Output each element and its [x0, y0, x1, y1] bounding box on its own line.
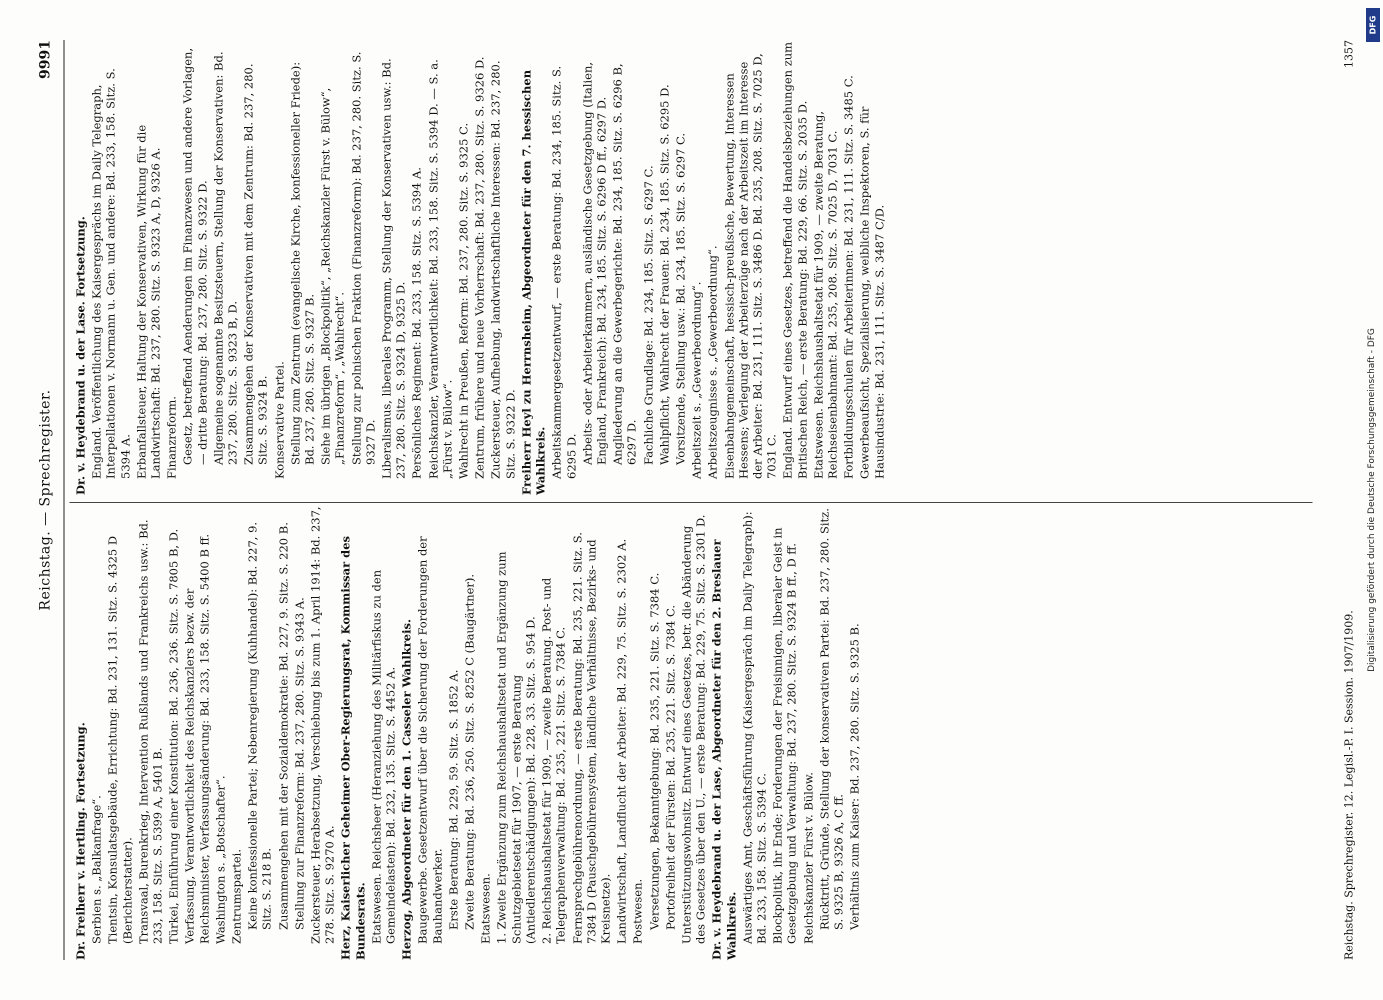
index-entry: Fortbildungsschulen für Arbeiterinnen: Bd. 231, 111. Sitz. S. 3485 C. [841, 75, 856, 479]
index-entry: Landwirtschaft, Landflucht der Arbeiter: Bd. 229, 75. Sitz. S. 2302 A. [614, 538, 629, 944]
index-entry: Dr. v. Heydebrand u. der Lase. Fortsetzung. [73, 216, 88, 495]
index-entry: Freiherr Heyl zu Herrnsheim, Abgeordneter für den 7. hessischen Wahlkreis. [519, 69, 548, 495]
running-title: Reichstag. — Sprechregister. [37, 389, 54, 611]
index-entry: Auswärtiges Amt, Geschäftsführung (Kaisergespräch im Daily Telegraph): Bd. 233, 158. Sitz. S. 5394 C. [740, 511, 769, 944]
index-entry: Liberalismus, liberales Programm, Stellung der Konservativen usw.: Bd. 237, 280. Sitz. S. 9324 D, 9325 D. [379, 58, 408, 479]
index-entry: Reichskanzler Fürst v. Bülow. [801, 772, 816, 944]
index-entry: England. Entwurf eines Gesetzes, betreffend die Handelsbeziehungen zum Britischen Reich, — erste Beratung: Bd. 229, 66. Sitz. S. 2035 D. [780, 41, 810, 479]
index-entry: Fernsprechgebührenordnung, — erste Beratung: Bd. 235, 221. Sitz. S. 7384 D (Pauschgebührensystem, ländliche Verhältnisse, Bezirks- und Kreisnetze). [570, 532, 613, 944]
page-header [38, 40, 60, 960]
index-entry: Postwesen. [630, 878, 645, 944]
index-entry: Portofreiheit der Fürsten: Bd. 235, 221. Sitz. S. 7384 C. [663, 604, 678, 930]
index-entry: Gesetz, betreffend Aenderungen im Finanzwesen und andere Vorlagen, — dritte Beratung: Bd. 237, 280. Sitz. S. 9322 D. [180, 47, 210, 465]
index-entry: Türkei, Einführung einer Konstitution: Bd. 236, 236. Sitz. S. 7805 B, D. [166, 528, 181, 944]
index-entry: Zentrum, frühere und neue Vorherrschaft: Bd. 237, 280. Sitz. S. 9326 D. [472, 56, 487, 479]
index-entry: Versetzungen, Bekanntgebung: Bd. 235, 221. Sitz. S. 7384 C. [647, 572, 662, 930]
index-entry: Siehe im übrigen „Blockpolitik“, „Reichskanzler Fürst v. Bülow“, „Finanzreform“, „Wahlrecht“. [318, 87, 347, 465]
column-divider [70, 502, 1313, 503]
index-entry: Dr. Freiherr v. Hertling. Fortsetzung. [73, 722, 88, 960]
index-entry: Herzog, Abgeordneter für den 1. Casseler Wahlkreis. [399, 619, 414, 960]
left-column [74, 505, 1313, 960]
index-entry: Transvaal, Burenkrieg, Intervention Rußlands und Frankreichs usw.: Bd. 233, 158. Sitz. S. 5399 A, 5401 B. [136, 519, 165, 944]
index-entry: England. Veröffentlichung des Kaisergesprächs im Daily Telegraph, Interpellationen v. Normann u. Gen. und andere: Bd. 233, 158. Sitz. S. 5394 A. [89, 68, 133, 479]
index-entry: Fachliche Grundlage: Bd. 234, 185. Sitz. S. 6297 C. [641, 165, 656, 465]
index-entry: Etatswesen. Reichshaushaltsetat für 1909, — zweite Beratung, Reichseisenbahnamt: Bd. 235, 208. Sitz. S. 7025 D, 7031 C. [811, 110, 840, 479]
digitization-note-text: Digitalisierung gefördert durch die Deutsche Forschungsgemeinschaft - DFG [1367, 328, 1377, 672]
index-entry: Tientsin, Konsulatsgebäude, Errichtung: Bd. 231, 131. Sitz. S. 4325 D (Berichterstatter). [105, 535, 135, 944]
footer-number: 1357 [1342, 40, 1356, 68]
header-rule [64, 40, 65, 960]
dfg-logo-text: DFG [1368, 15, 1378, 35]
index-entry: Stellung zur polnischen Fraktion (Finanzreform): Bd. 237, 280. Sitz. S. 9327 D. [349, 51, 378, 465]
index-entry: Rücktritt, Gründe, Stellung der konservativen Partei: Bd. 237, 280. Sitz. S. 9325 B, 9326 A, C ff. [817, 508, 846, 930]
index-entry: Wahlpflicht, Wahlrecht der Frauen: Bd. 234, 185. Sitz. S. 6295 D. [657, 84, 672, 465]
index-entry: Herz, Kaiserlicher Geheimer Ober-Regierungsrat, Kommissar des Bundesrats. [338, 535, 368, 960]
index-entry: Unterstützungswohnsitz. Entwurf eines Gesetzes, betr. die Abänderung des Gesetzes über den U., — erste Beratung: Bd. 229, 75. Sitz. S. 2301 D. [679, 514, 708, 944]
index-entry: Blockpolitik, ihr Ende; Forderungen der Freisinnigen, liberaler Geist in Gesetzgebung und Verwaltung: Bd. 237, 280. Sitz. S. 9324 B ff., D ff. [770, 527, 799, 944]
index-entry: Verhältnis zum Kaiser: Bd. 237, 280. Sitz. S. 9325 B. [847, 623, 862, 930]
index-entry: Finanzreform. [164, 396, 179, 479]
index-entry: Zentrumspartei. [229, 848, 244, 944]
index-entry: Etatswesen. Reichsheer (Heranziehung des Militärfiskus zu den Gemeindelasten): Bd. 232, 135. Sitz. S. 4452 A. [369, 569, 398, 944]
right-column [74, 40, 1313, 495]
index-entry: Verfassung, Verantwortlichkeit des Reichskanzlers bezw. der Reichsminister, Verfassungsänderung: Bd. 233, 158. Sitz. S. 5400 B ff. [182, 533, 212, 944]
index-entry: Konservative Partei. [272, 361, 287, 479]
index-entry: Stellung zum Zentrum (evangelische Kirche, konfessioneller Friede): Bd. 237, 280. Sitz. S. 9327 B. [288, 61, 317, 465]
index-entry: Persönliches Regiment: Bd. 233, 158. Sitz. S. 5394 A. [409, 167, 424, 479]
footer-source: Reichstag. Sprechregister. 12. Legisl.-P. I. Session. 1907/1909. [1342, 610, 1356, 960]
index-entry: Washington s. „Botschafter“. [213, 775, 228, 944]
index-entry: Zusammengehen der Konservativen mit dem Zentrum: Bd. 237, 280. Sitz. S. 9324 B. [241, 63, 270, 465]
index-entry: Dr. v. Heydebrand u. der Lase, Abgeordneter für den 2. Breslauer Wahlkreis. [709, 539, 739, 960]
index-entry: Arbeits- oder Arbeiterkammern, ausländische Gesetzgebung (Italien, England, Frankreich): Bd. 234, 185. Sitz. S. 6296 D ff., 6297 D. [580, 61, 609, 465]
index-entry: Arbeitskammergesetzentwurf, — erste Beratung: Bd. 234, 185. Sitz. S. 6295 D. [549, 65, 578, 479]
dfg-logo [1366, 8, 1380, 42]
index-entry: Stellung zur Finanzreform: Bd. 237, 280. Sitz. S. 9343 A. [292, 597, 307, 930]
index-entry: Erbanfallsteuer, Haltung der Konservativen, Wirkung für die Landwirtschaft: Bd. 237, 280. Sitz. S. 9323 A, D, 9326 A. [134, 124, 163, 479]
index-entry: Zuckersteuer, Herabsetzung, Verschiebung bis zum 1. April 1914: Bd. 237, 278. Sitz. S. 9270 A. [308, 506, 337, 944]
index-entry: 2. Reichshaushaltsetat für 1909, — zweite Beratung. Post- und Telegraphenverwaltung: Bd. 235, 221. Sitz. S. 7384 C. [539, 577, 568, 944]
index-entry: Serbien s. „Balkanfrage“. [89, 795, 104, 944]
index-entry: Zusammengehen mit der Sozialdemokratie: Bd. 227, 9. Sitz. S. 220 B. [276, 522, 291, 930]
index-entry: Wahlrecht in Preußen, Reform: Bd. 237, 280. Sitz. S. 9325 C. [456, 122, 471, 479]
index-entry: Angliederung an die Gewerbegerichte: Bd. 234, 185. Sitz. S. 6296 B, 6297 D. [610, 63, 639, 465]
index-entry: Zuckersteuer, Aufhebung, landwirtschaftliche Interessen: Bd. 237, 280. Sitz. S. 9322 D. [488, 60, 518, 479]
index-entry: Baugewerbe. Gesetzentwurf über die Sicherung der Forderungen der Bauhandwerker. [415, 536, 445, 944]
index-entry: Keine konfessionelle Partei; Nebenregierung (Kuhhandel): Bd. 227, 9. Sitz. S. 218 B. [245, 521, 274, 930]
index-entry: Erste Beratung: Bd. 229, 59. Sitz. S. 1852 A. [446, 669, 461, 930]
index-entry: Eisenbahngemeinschaft, hessisch-preußische, Bewertung, Interessen Hessens; Verlegung der Arbeiterzüge nach der Arbeitszeit im Interesse der Arbeiter: Bd. 231, 111. Sitz. S. 3486 D. Bd. 235, 208. Sitz. S. 7025 D, 7031 C. [722, 53, 779, 479]
index-entry: Reichskanzler, Verantwortlichkeit: Bd. 233, 158. Sitz. S. 5394 D. — S. a. „Fürst v. Bülow“. [426, 59, 455, 479]
index-entry: Gewerbeaufsicht, Spezialisierung, weibliche Inspektoren, S. für Hausindustrie: Bd. 231, 111. Sitz. S. 3487 C/D. [857, 106, 887, 479]
digitization-note [1365, 20, 1379, 980]
index-entry: Zweite Beratung: Bd. 236, 250. Sitz. S. 8252 C (Baugärtner). [462, 573, 477, 930]
index-entry: Vorsitzende, Stellung usw.: Bd. 234, 185. Sitz. S. 6297 C. [673, 132, 688, 465]
index-entry: 1. Zweite Ergänzung zum Reichshaushaltsetat und Ergänzung zum Schutzgebietsetat für 1907, — erste Beratung (Antiedlerentschädigungen): Bd. 228, 33. Sitz. S. 954 D. [494, 551, 538, 944]
index-entry: Etatswesen. [478, 873, 493, 944]
index-entry: Allgemeine sogenannte Besitzsteuern, Stellung der Konservativen: Bd. 237, 280. Sitz. S. 9323 B, D. [211, 51, 240, 465]
page-number: 9991 [37, 40, 54, 79]
index-entry: Arbeitszeit s. „Gewerbeordnung“. [689, 281, 704, 479]
index-entry: Arbeitszeugnisse s. „Gewerbeordnung“. [705, 245, 720, 479]
